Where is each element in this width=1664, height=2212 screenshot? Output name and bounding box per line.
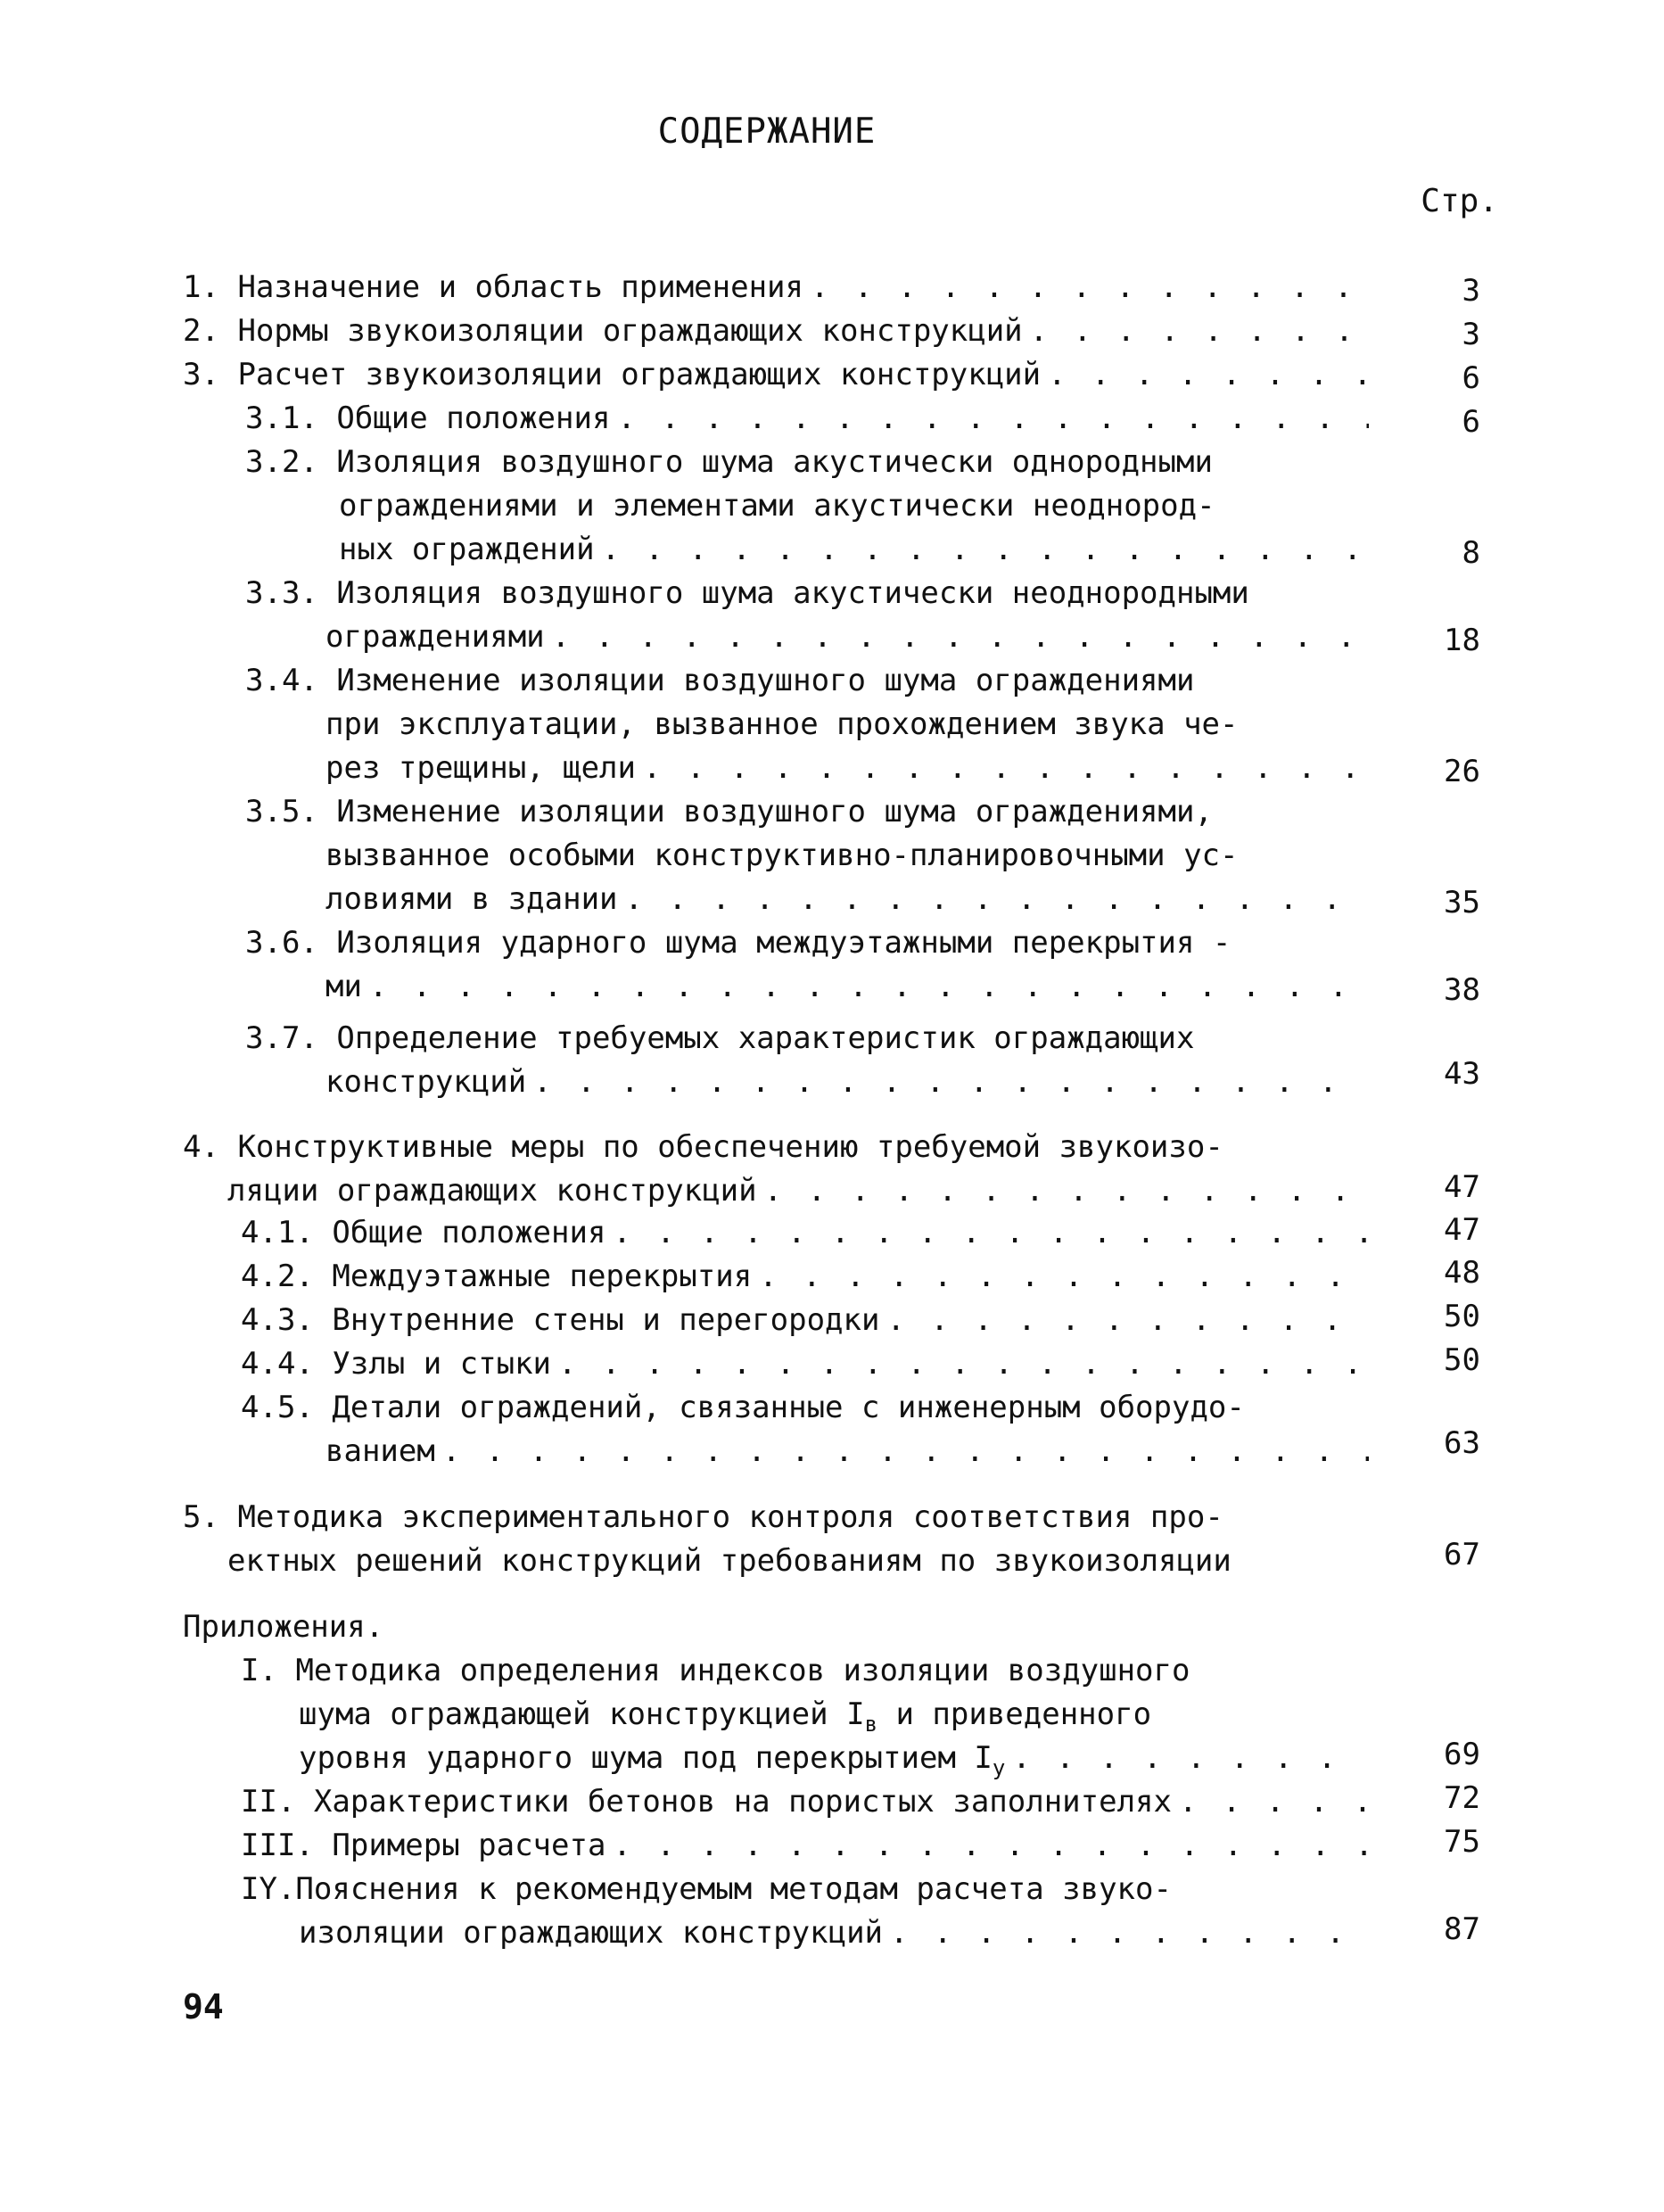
toc-entry-4-last — [227, 1169, 1369, 1212]
leader-dots — [369, 965, 1369, 1008]
entry-title: Расчет звукоизоляции ограждающих конструкций — [237, 357, 1042, 392]
entry-page: 47 — [1444, 1169, 1480, 1205]
entry-page: 67 — [1444, 1537, 1480, 1572]
entry-title-line: уровня ударного шума под перекрытием I — [299, 1740, 993, 1776]
page-title: СОДЕРЖАНИЕ — [657, 111, 877, 152]
entry-page: 43 — [1444, 1056, 1480, 1092]
entry-title-line: и приведенного — [877, 1696, 1152, 1732]
entry-number: 3.4. — [245, 663, 318, 698]
entry-page: 63 — [1444, 1425, 1480, 1461]
toc-entry-3-5 — [245, 790, 1378, 833]
entry-page: 75 — [1444, 1824, 1480, 1860]
toc-entry-3-1 — [245, 397, 1369, 440]
subscript: в — [864, 1712, 878, 1736]
entry-title-line: ограждениями и элементами акустически неоднород- — [339, 488, 1215, 524]
appendix-item-4-last — [299, 1911, 1369, 1954]
entry-title-line: Конструктивные меры по обеспечению требуемой звукоизо- — [237, 1129, 1223, 1165]
toc-entry-4-5 — [241, 1386, 1378, 1429]
entry-title-line: вызванное особыми конструктивно-планировочными ус- — [325, 838, 1239, 873]
toc-entry-3-5-last — [325, 878, 1369, 920]
entry-title-line: шума ограждающей конструкцией I — [299, 1696, 865, 1732]
toc-entry-5 — [183, 1496, 1382, 1539]
appendix-item-3 — [241, 1824, 1369, 1867]
leader-dots — [558, 1342, 1369, 1385]
entry-number: 4.4. — [241, 1346, 314, 1382]
appendix-item-1 — [241, 1649, 1382, 1692]
entry-number: III. — [241, 1828, 314, 1863]
toc-entry-4-2 — [241, 1255, 1369, 1298]
leader-dots — [759, 1255, 1369, 1298]
entry-page: 8 — [1462, 535, 1480, 571]
leader-dots — [811, 266, 1369, 309]
entry-page: 69 — [1444, 1737, 1480, 1772]
entry-title: Внутренние стены и перегородки — [332, 1302, 880, 1338]
entry-title-line: Изоляция ударного шума междуэтажными перекрытия - — [336, 925, 1232, 961]
entry-number: II. — [241, 1784, 296, 1820]
entry-page: 18 — [1444, 623, 1480, 658]
entry-title-line: ектных решений конструкций требованиям по звукоизоляции — [227, 1543, 1232, 1579]
entry-title: Нормы звукоизоляции ограждающих конструкций — [237, 313, 1023, 349]
entry-title-line: Изменение изоляции воздушного шума ограждениями — [336, 663, 1195, 698]
entry-title-line: рез трещины, щели — [325, 750, 636, 786]
leader-dots — [890, 1911, 1369, 1954]
entry-number: IY. — [241, 1871, 296, 1907]
leader-dots — [1012, 1737, 1369, 1779]
entry-page: 38 — [1444, 972, 1480, 1008]
entry-number: 3.1. — [245, 400, 318, 436]
appendix-item-1-line2 — [299, 1693, 1369, 1736]
entry-number: 3.7. — [245, 1020, 318, 1056]
entry-title-line: ванием — [325, 1433, 435, 1469]
toc-entry-4-4 — [241, 1342, 1369, 1385]
appendix-item-2 — [241, 1780, 1369, 1823]
entry-page: 3 — [1462, 317, 1480, 352]
entry-page: 6 — [1462, 404, 1480, 440]
entry-title-line: Методика экспериментального контроля соответствия про- — [237, 1499, 1223, 1535]
leader-dots — [886, 1299, 1369, 1341]
toc-entry-3-4 — [245, 659, 1378, 702]
entry-number: 4.3. — [241, 1302, 314, 1338]
entry-title: Общие положения — [332, 1215, 606, 1250]
entry-page: 47 — [1444, 1212, 1480, 1248]
entry-number: 4.5. — [241, 1390, 314, 1425]
leader-dots — [442, 1430, 1369, 1473]
leader-dots — [1030, 310, 1369, 352]
leader-dots — [613, 1824, 1369, 1867]
leader-dots — [625, 878, 1369, 920]
toc-entry-3-2 — [245, 441, 1378, 483]
entry-title-line: Пояснения к рекомендуемым методам расчета звуко- — [295, 1871, 1172, 1907]
toc-entry-3-3-last — [325, 615, 1369, 658]
leader-dots — [613, 1211, 1369, 1254]
entry-title-line: ограждениями — [325, 619, 545, 655]
toc-entry-4-5-last — [325, 1430, 1369, 1473]
entry-page: 3 — [1462, 273, 1480, 309]
toc-entry-3-7 — [245, 1017, 1378, 1060]
entry-page: 35 — [1444, 885, 1480, 920]
entry-title-line: изоляции ограждающих конструкций — [299, 1915, 884, 1951]
entry-number: I. — [241, 1653, 277, 1688]
toc-entry-1 — [183, 266, 1369, 309]
entry-number: 3.5. — [245, 794, 318, 830]
leader-dots — [617, 397, 1369, 440]
entry-title-line: ловиями в здании — [325, 881, 618, 917]
toc-entry-3-6-last — [325, 965, 1369, 1008]
leader-dots — [1179, 1780, 1369, 1823]
entry-title-line: ми — [325, 969, 362, 1004]
appendix-item-4 — [241, 1868, 1382, 1911]
toc-entry-3-4-last — [325, 747, 1369, 789]
entry-title: Характеристики бетонов на пористых заполнителях — [313, 1784, 1172, 1820]
appendix-heading: Приложения. — [183, 1609, 384, 1645]
leader-dots — [552, 615, 1369, 658]
entry-page: 50 — [1444, 1342, 1480, 1378]
toc-entry-4 — [183, 1126, 1378, 1168]
entry-title-line: Определение требуемых характеристик ограждающих — [336, 1020, 1195, 1056]
entry-number: 4.2. — [241, 1259, 314, 1294]
entry-title-line: ляции ограждающих конструкций — [227, 1173, 757, 1209]
entry-title-line: конструкций — [325, 1064, 527, 1100]
entry-page: 48 — [1444, 1255, 1480, 1291]
entry-title: Назначение и область применения — [237, 269, 803, 305]
entry-title-line: Детали ограждений, связанные с инженерным оборудо- — [332, 1390, 1245, 1425]
subscript: у — [992, 1755, 1006, 1779]
entry-title: Общие положения — [336, 400, 611, 436]
toc-entry-4-3 — [241, 1299, 1369, 1341]
entry-page: 26 — [1444, 754, 1480, 789]
entry-page: 6 — [1462, 360, 1480, 396]
leader-dots — [643, 747, 1369, 789]
toc-entry-3-2-last — [339, 528, 1369, 571]
entry-title-line: Методика определения индексов изоляции воздушного — [295, 1653, 1190, 1688]
entry-title: Узлы и стыки — [332, 1346, 552, 1382]
entry-number: 5. — [183, 1499, 219, 1535]
appendix-item-1-last — [299, 1737, 1369, 1779]
toc-entry-4-1 — [241, 1211, 1369, 1254]
entry-title-line: Изоляция воздушного шума акустически неоднородными — [336, 575, 1249, 611]
entry-number: 3.2. — [245, 444, 318, 480]
leader-dots — [1048, 353, 1369, 396]
entry-page: 50 — [1444, 1299, 1480, 1334]
toc-entry-2 — [183, 310, 1369, 352]
toc-entry-3 — [183, 353, 1369, 396]
leader-dots — [764, 1169, 1369, 1212]
toc-entry-3-7-last — [325, 1061, 1369, 1103]
entry-number: 3. — [183, 357, 219, 392]
entry-title-line: ных ограждений — [339, 532, 595, 567]
entry-page: 87 — [1444, 1911, 1480, 1947]
entry-title-line: при эксплуатации, вызванное прохождением звука че- — [325, 706, 1239, 742]
footer-page-number: 94 — [183, 1987, 224, 2026]
entry-title: Междуэтажные перекрытия — [332, 1259, 753, 1294]
entry-page: 72 — [1444, 1780, 1480, 1816]
leader-dots — [602, 528, 1369, 571]
toc-entry-3-6 — [245, 921, 1378, 964]
entry-number: 3.6. — [245, 925, 318, 961]
entry-number: 4.1. — [241, 1215, 314, 1250]
entry-number: 1. — [183, 269, 219, 305]
entry-title-line: Изоляция воздушного шума акустически однородными — [336, 444, 1213, 480]
entry-title-line: Изменение изоляции воздушного шума ограждениями, — [336, 794, 1213, 830]
toc-entry-3-3 — [245, 572, 1378, 615]
entry-number: 3.3. — [245, 575, 318, 611]
page-column-header: Стр. — [1421, 183, 1498, 219]
leader-dots — [533, 1061, 1369, 1103]
entry-number: 2. — [183, 313, 219, 349]
entry-number: 4. — [183, 1129, 219, 1165]
entry-title: Примеры расчета — [332, 1828, 606, 1863]
